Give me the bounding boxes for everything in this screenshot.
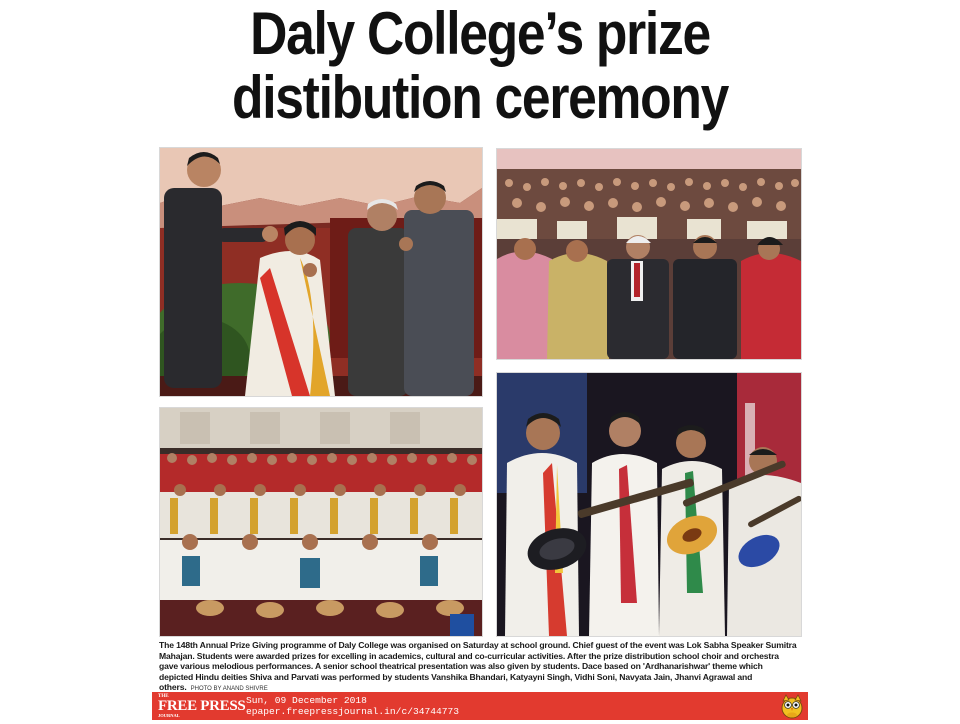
logo-main: FREE PRESS [158, 698, 246, 714]
footer-bar [152, 692, 808, 720]
photo-choir-orchestra [159, 407, 483, 637]
headline-line-1: Daly College’s prize [250, 0, 710, 67]
headline [198, 2, 762, 130]
logo-the: THE [158, 694, 169, 699]
free-press-logo[interactable] [158, 695, 244, 717]
photo-band-performance [496, 372, 802, 637]
epaper-page [152, 0, 808, 720]
photo-dignitaries-greeting [159, 147, 483, 397]
caption-text: The 148th Annual Prize Giving programme of Daly College was organised on Saturday at school ground. Chief guest of the event was Lok Sabha Speaker Sumitra Mahajan. Students were awarded prizes for excelling in academics, cultural and co-curricular activities. After the prize distribution school choir and orchestra gave various melodious performances. A senior school theatrical presentation was also given by students. Dace based on 'Ardhanarishwar' theme which depicted Hindu deities Shiva and Parvati was performed by students Vanshika Bhandari, Katyayni Singh, Vidhi Soni, Navyata Jain, Jhanvi Agrawal and others. [159, 640, 797, 693]
photo-credit: PHOTO BY ANAND SHIVRE [190, 686, 268, 693]
edition-date: Sun, 09 December 2018 [246, 695, 367, 706]
photo-audience [496, 148, 802, 360]
headline-line-2: distibution ceremony [231, 64, 729, 131]
footer-info [246, 695, 459, 717]
owl-mascot-icon [780, 693, 804, 719]
photo-caption [159, 640, 799, 695]
epaper-url[interactable]: epaper.freepressjournal.in/c/34744773 [246, 706, 460, 717]
logo-journal: JOURNAL [158, 713, 180, 718]
